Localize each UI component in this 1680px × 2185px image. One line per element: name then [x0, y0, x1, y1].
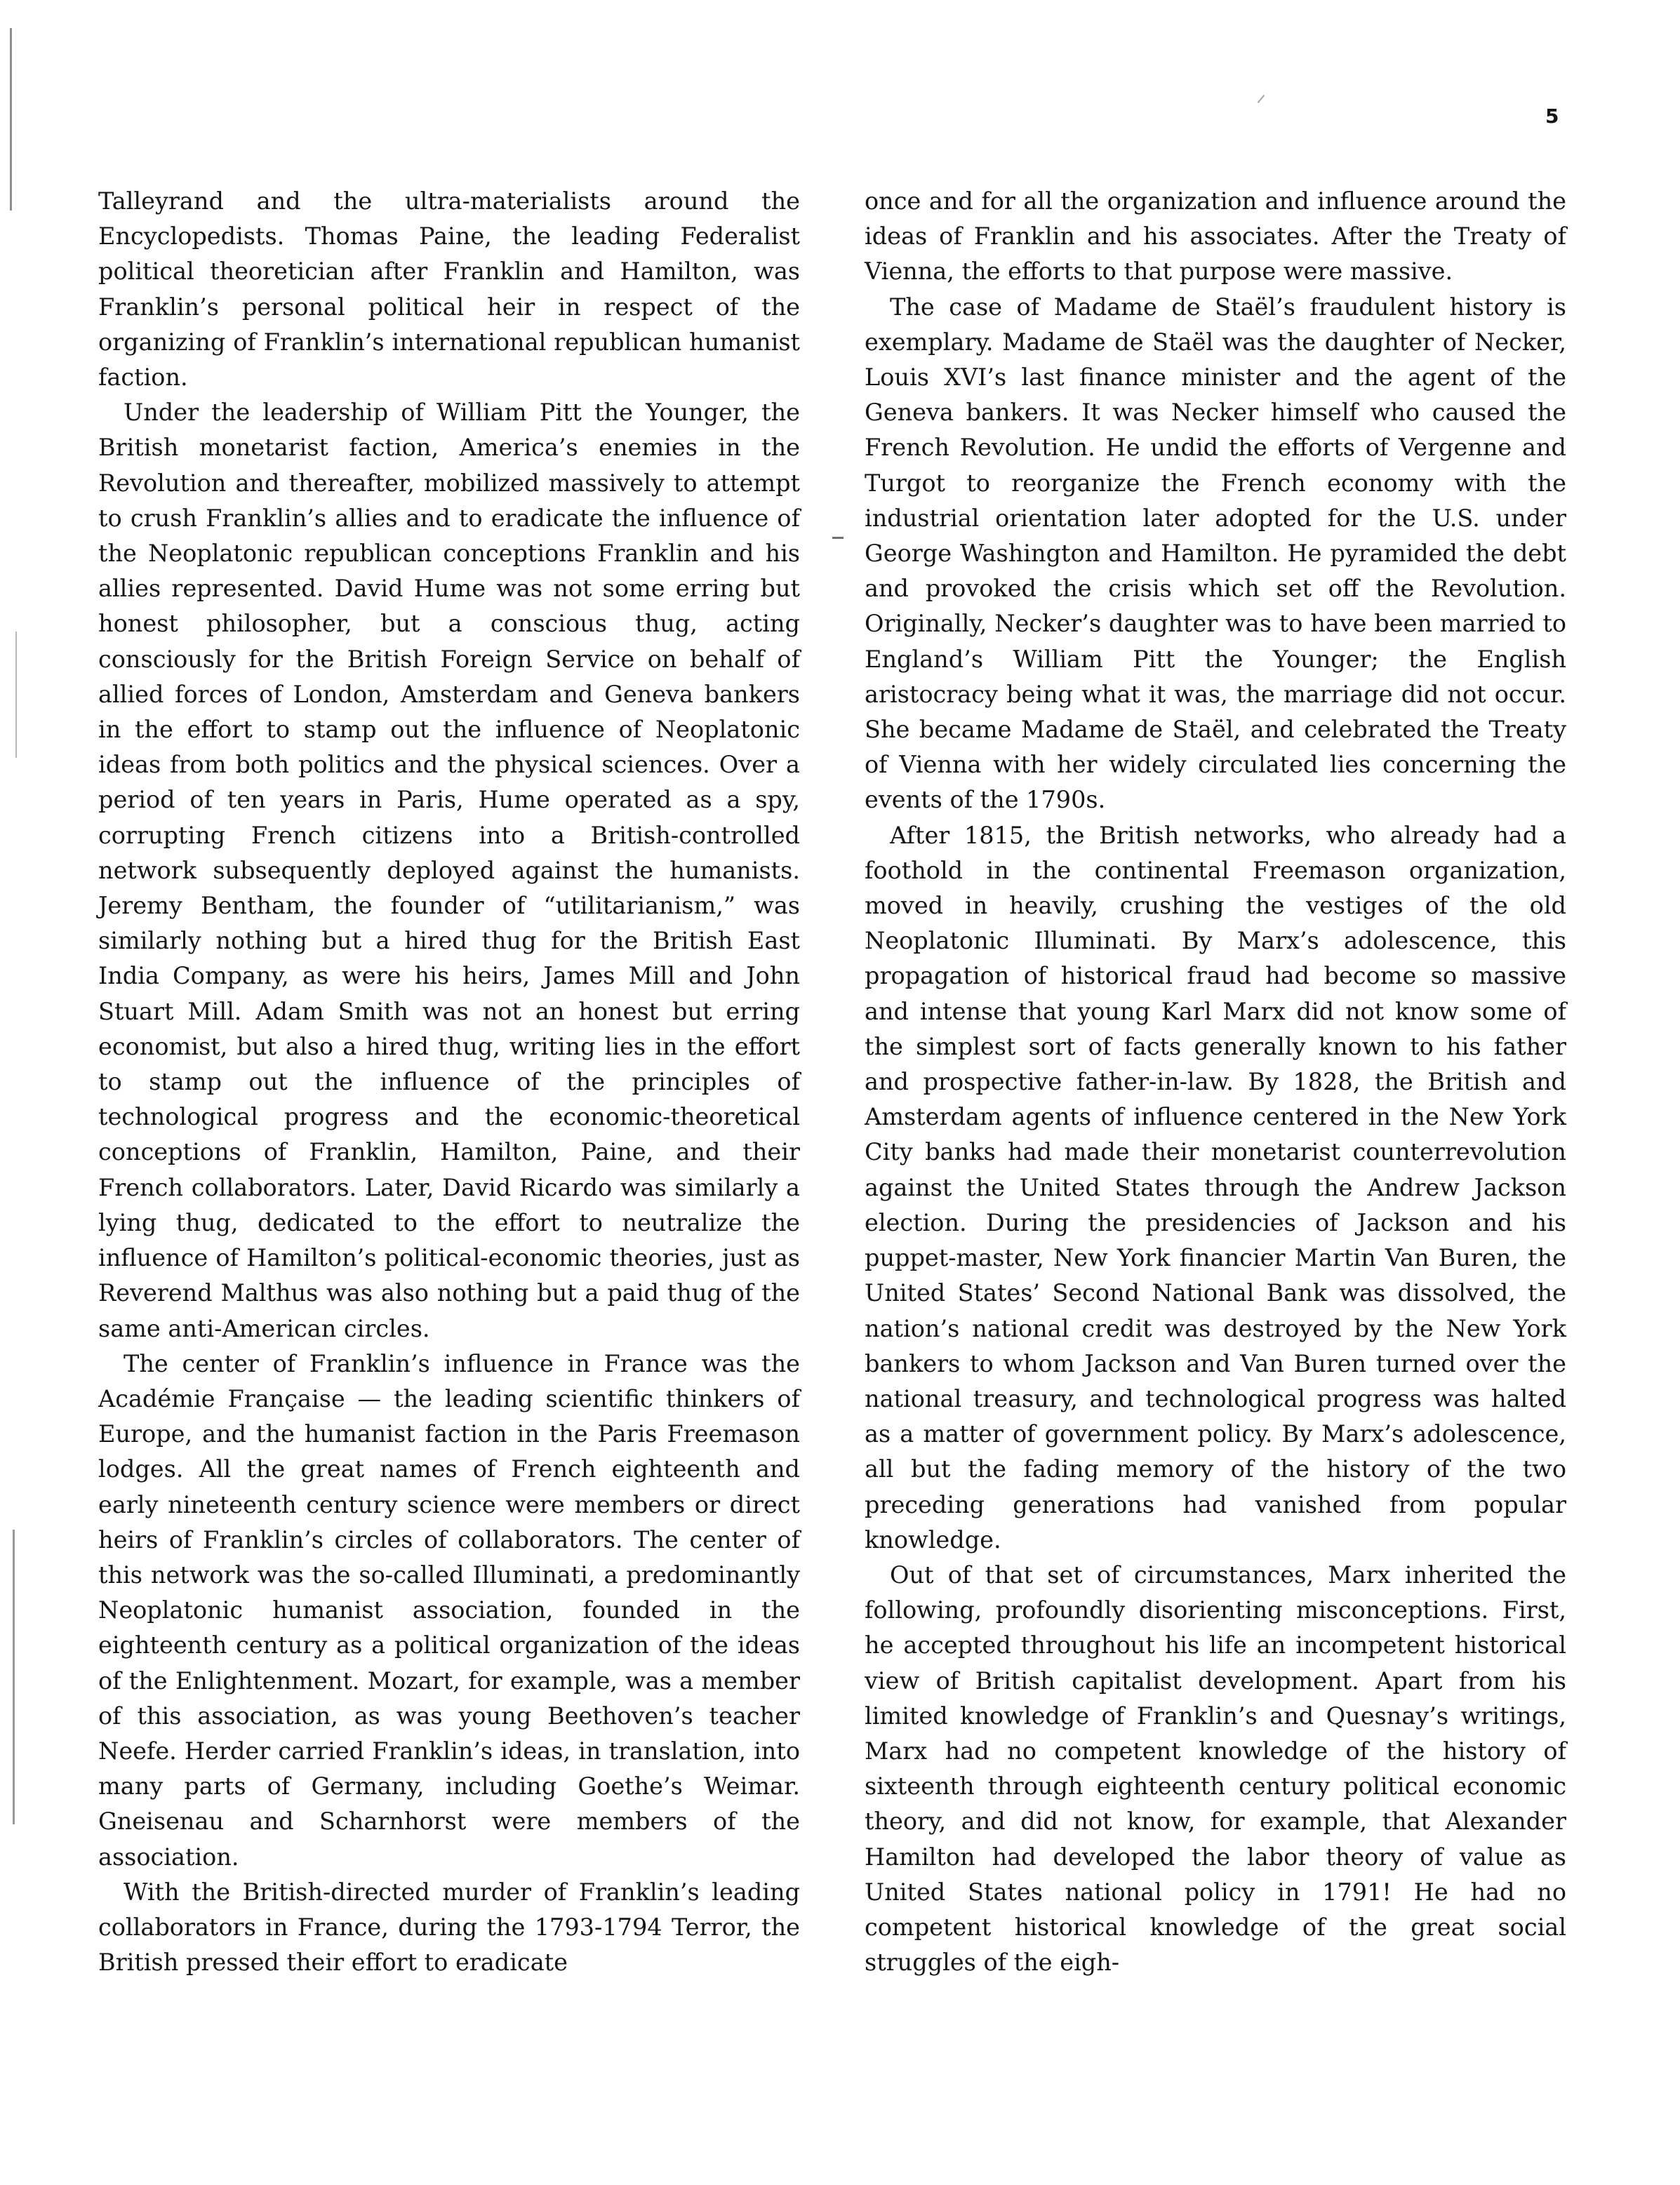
scan-edge-mark — [13, 1530, 15, 1824]
left-column — [98, 184, 800, 1980]
paragraph: Talleyrand and the ultra-materialists around the Encyclopedists. Thomas Paine, the leading Federalist political theoretician after Franklin and Hamilton, was Franklin’s personal political heir in respect of the organizing of Franklin’s international republican humanist faction. — [98, 187, 800, 392]
paragraph: The center of Franklin’s influence in France was the Académie Française — the leading scientific thinkers of Europe, and the humanist faction in the Paris Freemason lodges. All the great names of French eighteenth and early nineteenth century science were members or direct heirs of Franklin’s circles of collaborators. The center of this network was the so-called Illuminati, a predominantly Neoplatonic humanist association, founded in the eighteenth century as a political organization of the ideas of the Enlightenment. Mozart, for example, was a member of this association, as was young Beethoven’s teacher Neefe. Herder carried Franklin’s ideas, in translation, into many parts of Germany, including Goethe’s Weimar. Gneisenau and Scharnhorst were members of the association. — [98, 1349, 800, 1871]
right-column — [865, 184, 1566, 1980]
scan-edge-mark — [15, 632, 17, 758]
paragraph: Out of that set of circumstances, Marx inherited the following, profoundly disorienting misconceptions. First, he accepted throughout his life an incompetent historical view of British capitalist development. Apart from his limited knowledge of Franklin’s and Quesnay’s writings, Marx had no competent knowledge of the history of sixteenth through eighteenth century political economic theory, and did not know, for example, that Alexander Hamilton had developed the labor theory of value as United States national policy in 1791! He had no competent historical knowledge of the great social struggles of the eigh- — [865, 1561, 1566, 1977]
page-number: 5 — [1545, 105, 1559, 128]
paragraph: The case of Madame de Staël’s fraudulent history is exemplary. Madame de Staël was the daughter of Necker, Louis XVI’s last finance minister and the agent of the Geneva bankers. It was Necker himself who caused the French Revolution. He undid the efforts of Vergenne and Turgot to reorganize the French economy with the industrial orientation later adopted for the U.S. under George Washington and Hamilton. He pyramided the debt and provoked the crisis which set off the Revolution. Originally, Necker’s daughter was to have been married to England’s William Pitt the Younger; the English aristocracy being what it was, the marriage did not occur. She became Madame de Staël, and celebrated the Treaty of Vienna with her widely circulated lies concerning the events of the 1790s. — [865, 293, 1566, 814]
paragraph: After 1815, the British networks, who already had a foothold in the continental Freemason organization, moved in heavily, crushing the vestiges of the old Neoplatonic Illuminati. By Marx’s adolescence, this propagation of historical fraud had become so massive and intense that young Karl Marx did not know some of the simplest sort of facts generally known to his father and prospective father-in-law. By 1828, the British and Amsterdam agents of influence centered in the New York City banks had made their monetarist counterrevolution against the United States through the Andrew Jackson election. During the presidencies of Jackson and his puppet-master, New York financier Martin Van Buren, the United States’ Second National Bank was dissolved, the nation’s national credit was destroyed by the New York bankers to whom Jackson and Van Buren turned over the national treasury, and technological progress was halted as a matter of government policy. By Marx’s adolescence, all but the fading memory of the history of the two preceding generations had vanished from popular knowledge. — [865, 821, 1566, 1553]
paragraph: Under the leadership of William Pitt the Younger, the British monetarist faction, America’s enemies in the Revolution and thereafter, mobilized massively to attempt to crush Franklin’s allies and to eradicate the influence of the Neoplatonic republican conceptions Franklin and his allies represented. David Hume was not some erring but honest philosopher, but a conscious thug, acting consciously for the British Foreign Service on behalf of allied forces of London, Amsterdam and Geneva bankers in the effort to stamp out the influence of Neoplatonic ideas from both politics and the physical sciences. Over a period of ten years in Paris, Hume operated as a spy, corrupting French citizens into a British-controlled network subsequently deployed against the humanists. Jeremy Bentham, the founder of “utilitarianism,” was similarly nothing but a hired thug for the British East India Company, as were his heirs, James Mill and John Stuart Mill. Adam Smith was not an honest but erring economist, but also a hired thug, writing lies in the effort to stamp out the influence of the principles of technological progress and the economic-theoretical conceptions of Franklin, Hamilton, Paine, and their French collaborators. Later, David Ricardo was similarly a lying thug, dedicated to the effort to neutralize the influence of Hamilton’s political-economic theories, just as Reverend Malthus was also nothing but a paid thug of the same anti-American circles. — [98, 399, 800, 1342]
scan-edge-mark — [832, 537, 844, 539]
paragraph: With the British-directed murder of Franklin’s leading collaborators in France, during the 1793-1794 Terror, the British pressed their effort to eradicate — [98, 1878, 800, 1977]
scan-edge-mark — [10, 28, 12, 211]
scan-edge-mark — [1258, 95, 1265, 103]
paragraph: once and for all the organization and influence around the ideas of Franklin and his associates. After the Treaty of Vienna, the efforts to that purpose were massive. — [865, 187, 1566, 286]
